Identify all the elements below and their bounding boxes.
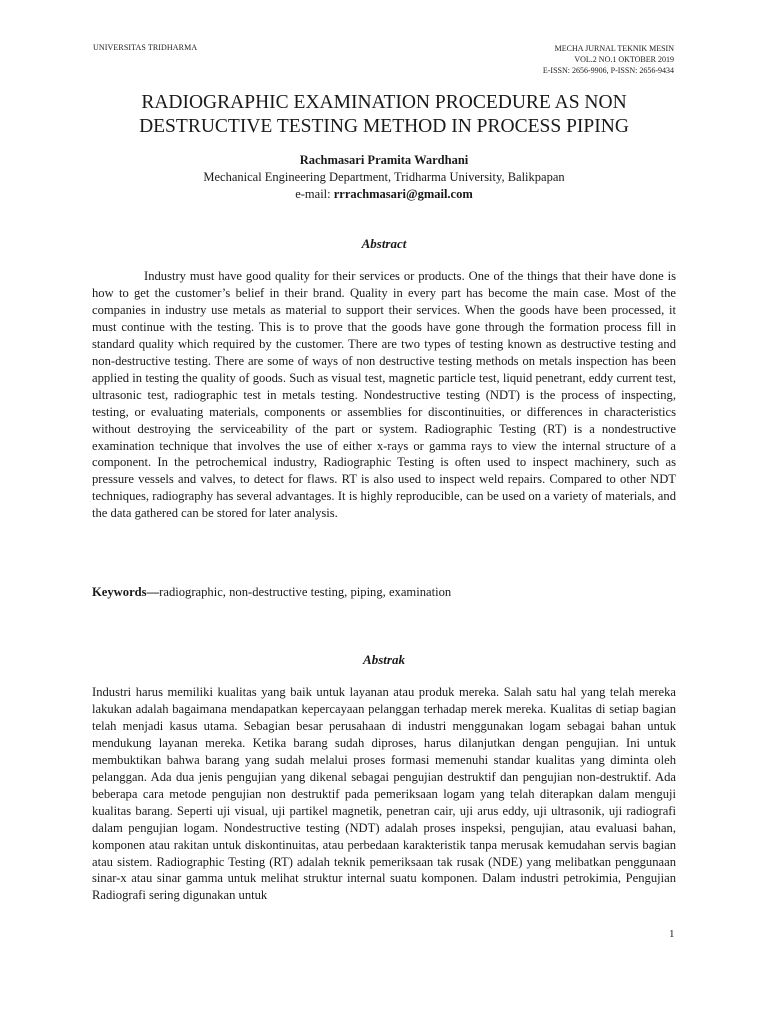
- abstrak-heading: Abstrak: [363, 652, 405, 667]
- keywords-line: [92, 584, 676, 601]
- abstract-body: Industry must have good quality for their services or products. One of the things that their have done is how to get the customer’s belief in their brand. Quality in every part has become the main case. Most of the companies in industry use metals as material to support their services. When the goods have been processed, it must continue with the testing. This is to prove that the goods have gone through the formation process fill in standard quality which required by the customer. There are two types of testing known as destructive testing and non-destructive testing. There are some of ways of non destructive testing methods on metals inspection has been applied in testing the quality of goods. Such as visual test, magnetic particle test, liquid penetrant, eddy current test, ultrasonic test, radiographic test in metals testing. Nondestructive testing (NDT) is the process of inspecting, testing, or evaluating materials, components or assemblies for discontinuities, or differences in characteristics without destroying the serviceability of the part or system. Radiographic Testing (RT) is a nondestructive examination technique that involves the use of either x-rays or gamma rays to view the internal structure of a component. In the petrochemical industry, Radiographic Testing is often used to inspect machinery, such as pressure vessels and valves, to detect for flaws. RT is also used to inspect weld repairs. Compared to other NDT techniques, radiography has several advantages. It is highly reproducible, can be used on a variety of materials, and the data gathered can be stored for later analysis.: [92, 269, 676, 521]
- paper-title: [60, 91, 708, 139]
- author-email-line: [80, 186, 688, 203]
- header-journal-name: MECHA JURNAL TEKNIK MESIN: [554, 44, 674, 53]
- author-email-label: e-mail:: [295, 187, 334, 201]
- abstract-heading: Abstract: [361, 236, 407, 251]
- paper-title-line-2: DESTRUCTIVE TESTING METHOD IN PROCESS PIPING: [139, 116, 629, 137]
- header-journal-info: [543, 43, 674, 76]
- author-email: rrrachmasari@gmail.com: [333, 187, 473, 201]
- header-volume: VOL.2 NO.1 OKTOBER 2019: [574, 55, 674, 64]
- keywords-text: radiographic, non-destructive testing, piping, examination: [159, 585, 452, 599]
- paper-title-line-1: RADIOGRAPHIC EXAMINATION PROCEDURE AS NON: [141, 92, 627, 113]
- header-university: UNIVERSITAS TRIDHARMA: [93, 43, 198, 52]
- abstrak-body: Industri harus memiliki kualitas yang baik untuk layanan atau produk mereka. Salah satu hal yang telah mereka lakukan adalah bagaimana mendapatkan kepercayaan pelanggan terhadap merek mereka. Kualitas di setiap bagian telah menjadi kasus utama. Sebagian besar perusahaan di industri menggunakan logam sebagai bahan untuk mendukung layanan mereka. Ketika barang sudah diproses, harus dilanjutkan dengan pengujian. Ini untuk membuktikan bahwa barang yang sudah melalui proses formasi memenuhi standar kualitas yang diminta oleh pelanggan. Ada dua jenis pengujian yang dikenal sebagai pengujian destruktif dan pengujian non-destruktif. Ada beberapa cara metode pengujian non destruktif pada pemeriksaan logam yang telah diterapkan dalam menguji kualitas barang. Seperti uji visual, uji partikel magnetik, penetran cair, uji arus eddy, uji ultrasonik, uji radiografi dalam pengujian logam. Nondestructive testing (NDT) adalah proses inspeksi, pengujian, atau evaluasi bahan, komponen atau rakitan untuk diskontinuitas, atau perbedaan karakteristik tanpa merusak kemudahan servis bagian atau sistem. Radiographic Testing (RT) adalah teknik pemeriksaan tak rusak (NDE) yang melibatkan penggunaan sinar-x atau sinar gamma untuk melihat struktur internal suatu komponen. Dalam industri petrokimia, Pengujian Radiografi sering digunakan untuk: [92, 685, 676, 903]
- header-issn: E-ISSN: 2656-9906, P-ISSN: 2656-9434: [542, 66, 674, 75]
- keywords-label: Keywords—: [92, 585, 160, 599]
- page-number: 1: [669, 928, 675, 940]
- author-name: Rachmasari Pramita Wardhani: [299, 153, 469, 167]
- author-affiliation: Mechanical Engineering Department, Tridharma University, Balikpapan: [203, 170, 565, 184]
- author-block: [80, 152, 688, 203]
